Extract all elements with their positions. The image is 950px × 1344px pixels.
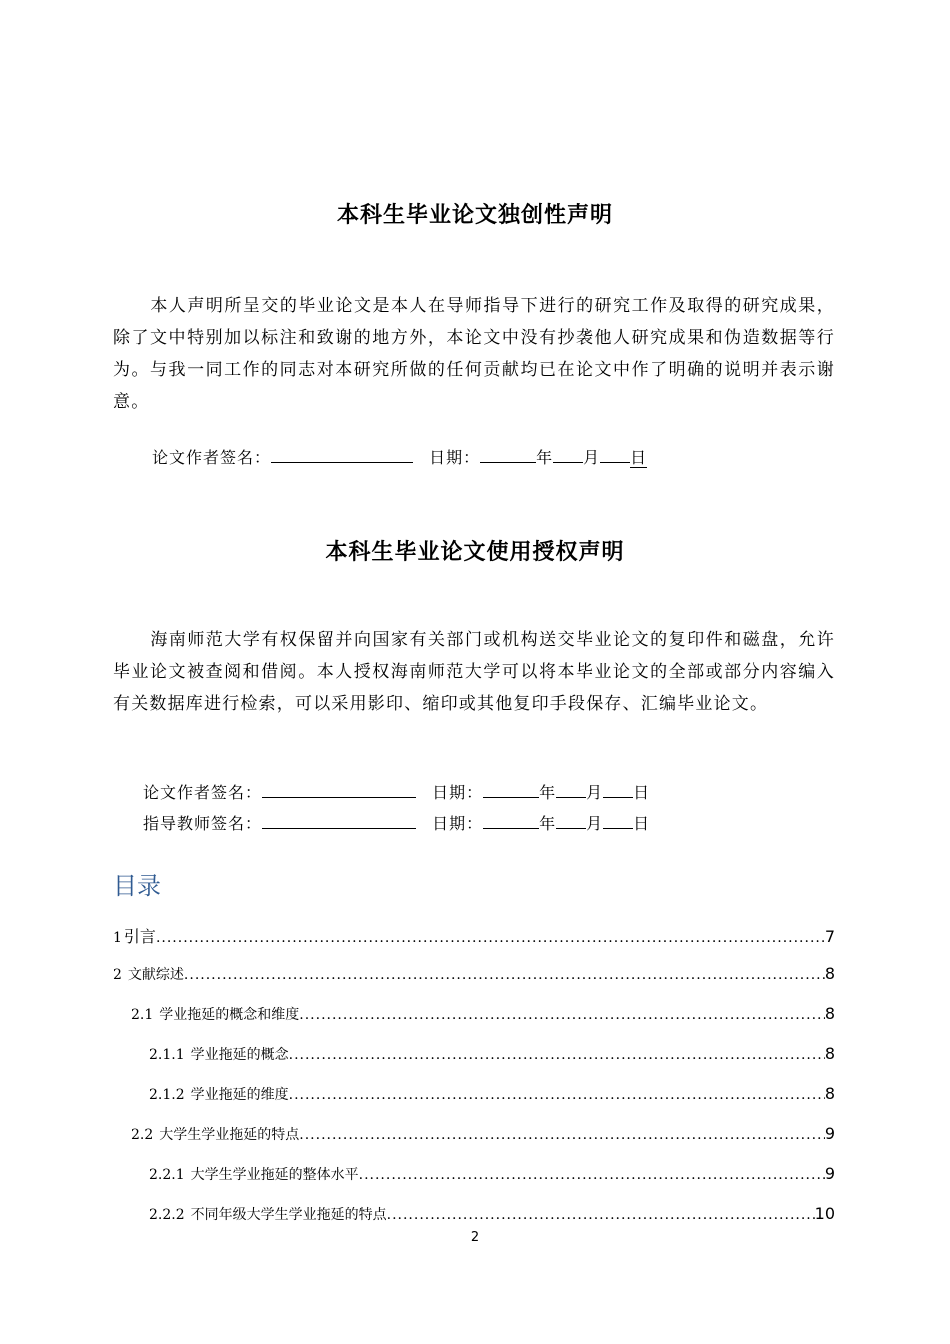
toc-entry-label: 大学生学业拖延的整体水平 <box>190 1167 359 1183</box>
date-label: 日期： <box>432 783 484 802</box>
toc-entry-label: 引言 <box>123 927 156 946</box>
advisor-sign-label: 指导教师签名： <box>143 814 263 833</box>
toc-leader <box>156 930 825 946</box>
toc-leader <box>289 1047 825 1063</box>
toc-heading: 目录 <box>113 872 161 900</box>
month-label: 月 <box>586 814 604 833</box>
toc-entry-label: 文献综述 <box>127 967 184 983</box>
month-blank[interactable] <box>553 444 583 463</box>
originality-body <box>113 290 835 418</box>
toc-entry-label: 学业拖延的概念 <box>190 1047 289 1063</box>
toc-entry-label: 学业拖延的维度 <box>190 1087 289 1103</box>
toc-entry[interactable] <box>149 1084 835 1110</box>
toc-entry[interactable] <box>149 1204 835 1230</box>
toc-entry-page: 9 <box>824 1164 835 1183</box>
day-label: 日 <box>630 448 648 467</box>
toc-entry-number: 2.2 <box>131 1127 154 1143</box>
day-label: 日 <box>633 814 651 833</box>
toc-entry-number: 2.1 <box>131 1007 154 1023</box>
toc-entry[interactable] <box>149 1044 835 1070</box>
day-blank[interactable] <box>603 779 633 798</box>
month-label: 月 <box>583 448 601 467</box>
toc-leader <box>184 967 825 983</box>
toc-leader <box>299 1007 825 1023</box>
toc-entry-page: 9 <box>824 1124 835 1143</box>
date-label: 日期： <box>432 814 484 833</box>
year-label: 年 <box>539 783 557 802</box>
toc-leader <box>387 1207 815 1223</box>
year-label: 年 <box>536 448 554 467</box>
toc-entry[interactable] <box>113 964 835 990</box>
toc-leader <box>299 1127 825 1143</box>
year-label: 年 <box>539 814 557 833</box>
author-sign-blank[interactable] <box>262 779 416 798</box>
advisor-sign-blank[interactable] <box>262 810 416 829</box>
toc-entry-number: 1 <box>113 930 122 946</box>
toc-entry[interactable] <box>113 924 835 950</box>
toc-entry-label: 大学生学业拖延的特点 <box>159 1127 300 1143</box>
toc-entry-number: 2 <box>113 967 122 983</box>
originality-title: 本科生毕业论文独创性声明 <box>336 203 613 228</box>
day-label: 日 <box>633 783 651 802</box>
day-blank[interactable] <box>603 810 633 829</box>
authorization-body <box>113 624 835 720</box>
toc-leader <box>359 1167 825 1183</box>
toc-entry-number: 2.2.2 <box>149 1207 185 1223</box>
toc-entry-number: 2.2.1 <box>149 1167 185 1183</box>
toc-entry[interactable] <box>149 1164 835 1190</box>
toc-entry-page: 8 <box>824 1084 835 1103</box>
originality-body-text: 本人声明所呈交的毕业论文是本人在导师指导下进行的研究工作及取得的研究成果，除了文中特别加以标注和致谢的地方外，本论文中没有抄袭他人研究成果和伪造数据等行为。与我一同工作的同志对本研究所做的任何贡献均已在论文中作了明确的说明并表示谢意。 <box>113 296 835 412</box>
toc-entry-page: 8 <box>824 1004 835 1023</box>
toc-entry-page: 10 <box>814 1204 835 1223</box>
toc-entry-page: 7 <box>824 927 835 946</box>
author-sign-label: 论文作者签名： <box>143 783 263 802</box>
authorization-advisor-signature-line <box>143 810 650 836</box>
toc-leader <box>289 1087 825 1103</box>
author-sign-label: 论文作者签名： <box>152 448 272 467</box>
toc-entry-page: 8 <box>824 964 835 983</box>
authorization-body-text: 海南师范大学有权保留并向国家有关部门或机构送交毕业论文的复印件和磁盘，允许毕业论文被查阅和借阅。本人授权海南师范大学可以将本毕业论文的全部或部分内容编入有关数据库进行检索，可以采用影印、缩印或其他复印手段保存、汇编毕业论文。 <box>113 630 835 714</box>
toc-entry-label: 不同年级大学生学业拖延的特点 <box>190 1207 387 1223</box>
month-label: 月 <box>586 783 604 802</box>
toc-entry[interactable] <box>131 1124 835 1150</box>
year-blank[interactable] <box>483 779 539 798</box>
toc-entry[interactable] <box>131 1004 835 1030</box>
toc-entry-page: 8 <box>824 1044 835 1063</box>
toc-entry-number: 2.1.2 <box>149 1087 185 1103</box>
month-blank[interactable] <box>556 810 586 829</box>
originality-signature-line <box>152 444 647 470</box>
year-blank[interactable] <box>480 444 536 463</box>
day-blank[interactable] <box>600 444 630 463</box>
toc-entry-number: 2.1.1 <box>149 1047 185 1063</box>
date-label: 日期： <box>429 448 481 467</box>
author-sign-blank[interactable] <box>271 444 413 463</box>
authorization-title: 本科生毕业论文使用授权声明 <box>325 540 625 565</box>
toc-entry-label: 学业拖延的概念和维度 <box>159 1007 300 1023</box>
authorization-author-signature-line <box>143 779 650 805</box>
month-blank[interactable] <box>556 779 586 798</box>
page-number: 2 <box>470 1230 480 1245</box>
year-blank[interactable] <box>483 810 539 829</box>
